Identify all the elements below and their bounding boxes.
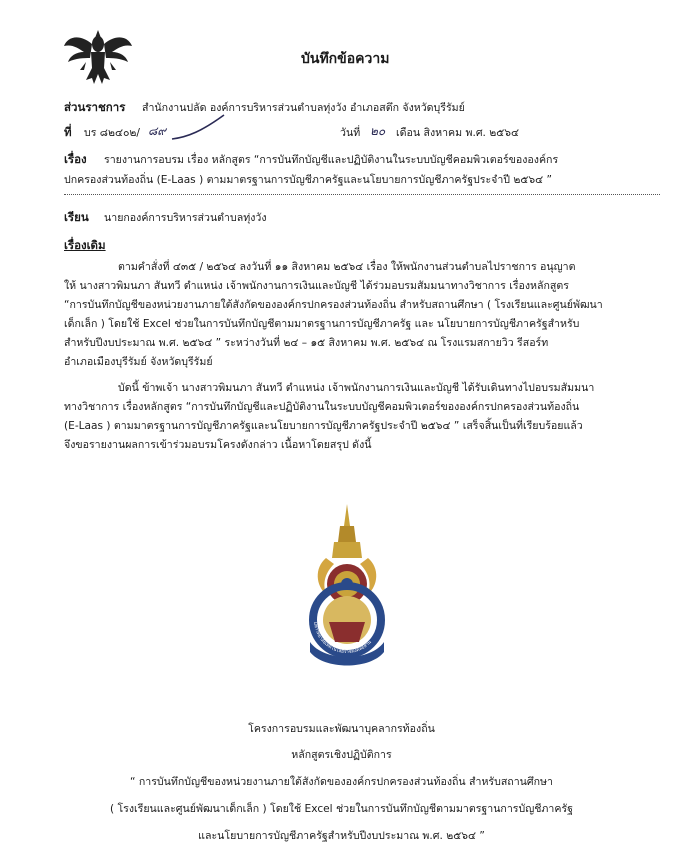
footer-line: โครงการอบรมและพัฒนาบุคลากรท้องถิ่น xyxy=(248,723,435,735)
para2-line: (E-Laas ) ตามมาตรฐานการบัญชีภาครัฐและนโยบายการบัญชีภาครัฐประจำปี ๒๕๖๔ ” เสร็จสิ้นเป็นที่เรียบร้อยแล้ว xyxy=(64,420,583,432)
date-day-handwritten: ๒๐ xyxy=(370,124,386,138)
para1-line: เด็กเล็ก ) โดยใช้ Excel ช่วยในการบันทึกบัญชีตามมาตรฐานการบัญชีภาครัฐ และ นโยบายการบัญชีภาครัฐสำหรับ xyxy=(64,318,580,330)
footer-line: ( โรงเรียนและศูนย์พัฒนาเด็กเล็ก ) โดยใช้ Excel ช่วยในการบันทึกบัญชีตามมาตรฐานการบัญชีภาครัฐ xyxy=(109,803,573,815)
para2-line: จึงขอรายงานผลการเข้าร่วมอบรมโครงดังกล่าว เนื้อหาโดยสรุป ดังนี้ xyxy=(64,439,372,451)
para1-line: ตามคำสั่งที่ ๔๓๕ / ๒๕๖๔ ลงวันที่ ๑๑ สิงหาคม ๒๕๖๔ เรื่อง ให้พนักงานส่วนตำบลไปราชการ อนุญาต xyxy=(118,261,576,273)
footer-line: “ การบันทึกบัญชีของหน่วยงานภายใต้สังกัดขององค์กรปกครองส่วนท้องถิ่น สำหรับสถานศึกษา xyxy=(130,776,553,788)
date-label: วันที่ xyxy=(340,127,361,139)
memo-title: บันทึกข้อความ xyxy=(301,51,390,67)
svg-text:มหาวิทยาลัยเทคโนโลยีราชมงคลอีส: มหาวิทยาลัยเทคโนโลยีราชมงคลอีสาน xyxy=(312,621,373,656)
background-heading: เรื่องเดิม xyxy=(64,238,106,252)
ref-label: ที่ xyxy=(64,125,72,139)
para1-line: สำหรับปีงบประมาณ พ.ศ. ๒๕๖๔ ” ระหว่างวันที่ ๒๔ – ๑๕ สิงหาคม พ.ศ. ๒๕๖๔ ณ โรงแรมสกายวิว รีสอร์ท xyxy=(64,337,549,349)
agency-label: ส่วนราชการ xyxy=(64,100,126,114)
subject-label: เรื่อง xyxy=(64,152,87,166)
to-value: นายกองค์การบริหารส่วนตำบลทุ่งวัง xyxy=(104,212,267,224)
date-rest: เดือน สิงหาคม พ.ศ. ๒๕๖๔ xyxy=(396,127,520,139)
university-seal-icon xyxy=(304,502,390,670)
para1-line: “การบันทึกบัญชีของหน่วยงานภายใต้สังกัดขององค์กรปกครองส่วนท้องถิ่น สำหรับสถานศึกษา ( โรงเรียนและศูนย์พัฒนา xyxy=(64,299,603,311)
to-label: เรียน xyxy=(64,210,89,224)
subject-divider xyxy=(64,194,660,195)
signature-stroke-icon xyxy=(168,113,228,143)
para1-line: อำเภอเมืองบุรีรัมย์ จังหวัดบุรีรัมย์ xyxy=(64,356,213,368)
para1-line: ให้ นางสาวพิมนภา สันทวี ตำแหน่ง เจ้าพนักงานการเงินและบัญชี ได้ร่วมอบรมสัมมนาทางวิชาการ เรื่องหลักสูตร xyxy=(64,280,569,292)
agency-value: สำนักงานปลัด องค์การบริหารส่วนตำบลทุ่งวัง อำเภอสตึก จังหวัดบุรีรัมย์ xyxy=(142,102,465,114)
garuda-emblem-icon xyxy=(62,26,134,88)
subject-line-2: ปกครองส่วนท้องถิ่น (E-Laas ) ตามมาตรฐานการบัญชีภาครัฐและนโยบายการบัญชีภาครัฐประจำปี ๒๕๖๔ ” xyxy=(64,174,552,186)
ref-handwritten-number: ๘๙ xyxy=(148,124,167,138)
para2-line: บัดนี้ ข้าพเจ้า นางสาวพิมนภา สันทวี ตำแหน่ง เจ้าพนักงานการเงินและบัญชี ได้รับเดินทางไปอบรมสัมมนา xyxy=(118,382,595,394)
subject-line-1: รายงานการอบรม เรื่อง หลักสูตร “การบันทึกบัญชีและปฏิบัติงานในระบบบัญชีคอมพิวเตอร์ขององค์กร xyxy=(104,154,559,166)
footer-line: และนโยบายการบัญชีภาครัฐสำหรับปีงบประมาณ พ.ศ. ๒๕๖๔ ” xyxy=(198,830,485,842)
ref-value: บร ๘๒๔๐๒/ xyxy=(84,127,140,139)
para2-line: ทางวิชาการ เรื่องหลักสูตร “การบันทึกบัญชีและปฏิบัติงานในระบบบัญชีคอมพิวเตอร์ขององค์กรปกครองส่วนท้องถิ่น xyxy=(64,401,580,413)
footer-line: หลักสูตรเชิงปฏิบัติการ xyxy=(291,749,392,761)
